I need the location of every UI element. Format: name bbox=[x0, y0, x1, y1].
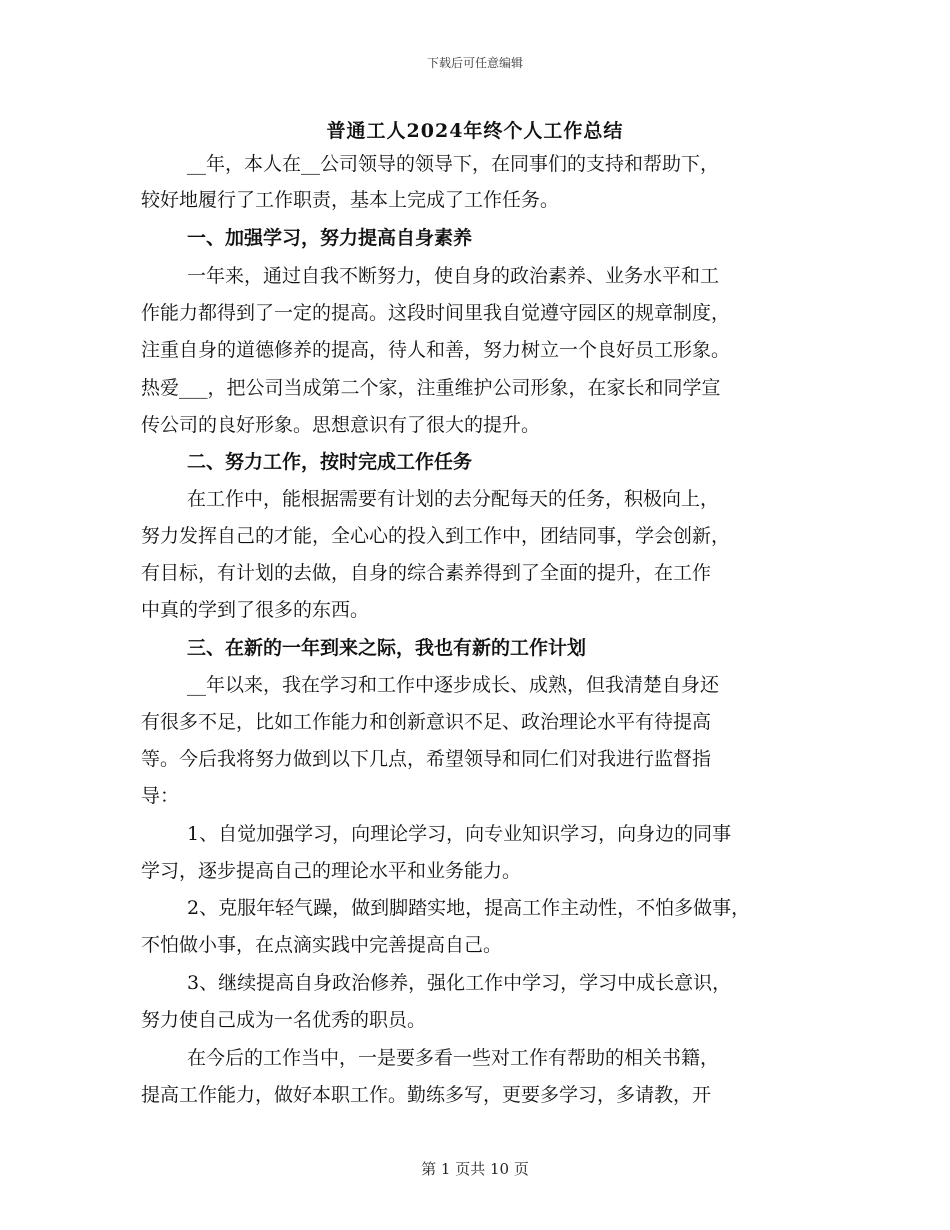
body-line: 学习，逐步提高自己的理论水平和业务能力。 bbox=[141, 860, 522, 882]
body-line: __年，本人在__公司领导的领导下，在同事们的支持和帮助下， bbox=[187, 153, 720, 175]
body-line: 在今后的工作当中，一是要多看一些对工作有帮助的相关书籍， bbox=[187, 1047, 720, 1069]
list-item-3: 3、继续提高自身政治修养，强化工作中学习，学习中成长意识， bbox=[187, 972, 732, 994]
section-heading-1: 一、加强学习，努力提高自身素养 bbox=[187, 227, 473, 249]
list-item-2: 2、克服年轻气躁，做到脚踏实地，提高工作主动性，不怕多做事， bbox=[187, 897, 751, 919]
list-item-1: 1、自觉加强学习，向理论学习，向专业知识学习，向身边的同事 bbox=[187, 823, 732, 845]
section-heading-3: 三、在新的一年到来之际，我也有新的工作计划 bbox=[187, 637, 587, 659]
body-line: 作能力都得到了一定的提高。这段时间里我自觉遵守园区的规章制度， bbox=[141, 302, 731, 324]
body-line: 中真的学到了很多的东西。 bbox=[141, 599, 370, 621]
body-line: 努力使自己成为一名优秀的职员。 bbox=[141, 1009, 427, 1031]
body-line: 热爱___，把公司当成第二个家，注重维护公司形象，在家长和同学宣 bbox=[141, 377, 721, 399]
page-header-note: 下载后可任意编辑 bbox=[426, 56, 523, 70]
body-line: 有目标，有计划的去做，自身的综合素养得到了全面的提升，在工作 bbox=[141, 562, 712, 584]
body-line: 传公司的良好形象。思想意识有了很大的提升。 bbox=[141, 414, 541, 436]
body-line: 不怕做小事，在点滴实践中完善提高自己。 bbox=[141, 934, 503, 956]
body-line: 努力发挥自己的才能，全心心的投入到工作中，团结同事，学会创新， bbox=[141, 525, 731, 547]
body-line: 一年来，通过自我不断努力，使自身的政治素养、业务水平和工 bbox=[187, 265, 720, 287]
body-line: 提高工作能力，做好本职工作。勤练多写，更要多学习，多请教，开 bbox=[141, 1084, 712, 1106]
document-title: 普通工人2024年终个人工作总结 bbox=[326, 120, 624, 142]
section-heading-2: 二、努力工作，按时完成工作任务 bbox=[187, 451, 473, 473]
body-line: 注重自身的道德修养的提高，待人和善，努力树立一个良好员工形象。 bbox=[141, 339, 731, 361]
page-number-indicator: 第 1 页共 10 页 bbox=[421, 1160, 529, 1178]
body-line: 在工作中，能根据需要有计划的去分配每天的任务，积极向上， bbox=[187, 488, 720, 510]
body-line: 有很多不足，比如工作能力和创新意识不足、政治理论水平有待提高 bbox=[141, 711, 712, 733]
body-line: 等。今后我将努力做到以下几点，希望领导和同仁们对我进行监督指 bbox=[141, 748, 712, 770]
body-line: __年以来，我在学习和工作中逐步成长、成熟，但我清楚自身还 bbox=[187, 674, 720, 696]
body-line: 较好地履行了工作职责，基本上完成了工作任务。 bbox=[141, 189, 560, 211]
body-line: 导： bbox=[141, 785, 180, 807]
